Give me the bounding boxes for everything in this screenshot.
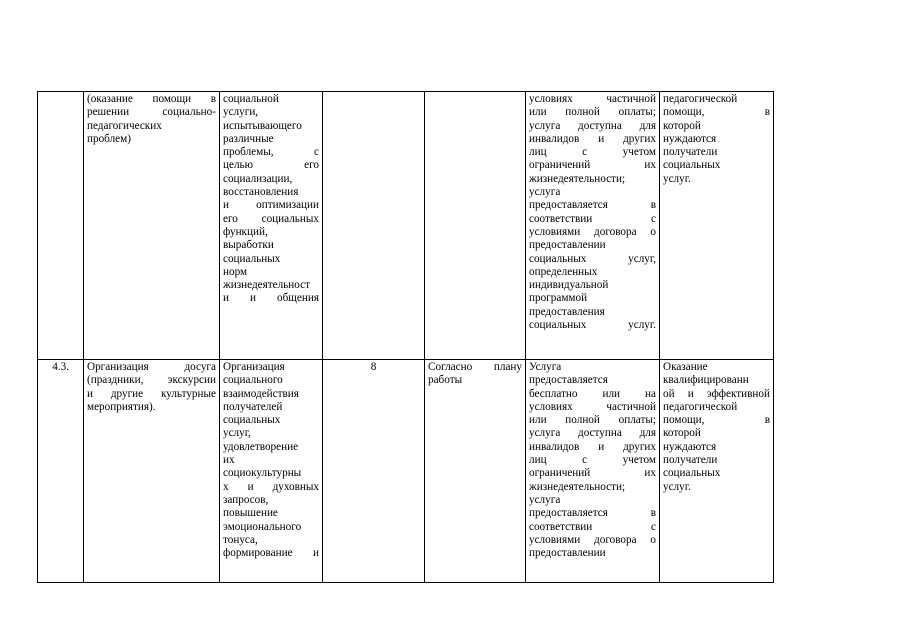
cell-conditions	[526, 360, 660, 583]
cell-line: целью его	[223, 159, 319, 172]
cell-line: которой	[663, 119, 701, 132]
cell-line: формирование и	[223, 547, 319, 560]
cell-line: социальных услуг,	[529, 252, 656, 265]
cell-term	[425, 92, 526, 360]
cell-line: социальных услуг.	[529, 319, 656, 332]
cell-line: которой	[663, 427, 701, 440]
cell-line: его социальных	[223, 212, 319, 225]
cell-number	[38, 92, 84, 360]
cell-line: (оказание помощи в	[87, 93, 216, 105]
cell-number: 4.3.	[38, 360, 84, 583]
cell-line: Согласно плану	[428, 361, 522, 373]
cell-line: или полной оплаты;	[529, 106, 656, 119]
cell-line: услуга доступна для	[529, 119, 656, 132]
cell-line: их	[223, 454, 235, 467]
cell-line: норм	[223, 265, 248, 278]
cell-line: программой	[529, 292, 588, 305]
cell-line: и и общения	[223, 292, 319, 305]
cell-line: предоставления	[529, 305, 605, 318]
cell-line: тонуса,	[223, 533, 258, 546]
cell-service-name	[84, 92, 220, 360]
cell-line: ограничений их	[529, 467, 656, 480]
cell-line: (праздники, экскурсии	[87, 374, 216, 387]
cell-line: услуг.	[663, 172, 691, 185]
cell-line: мероприятия).	[87, 400, 156, 413]
cell-result	[660, 360, 774, 583]
cell-line: инвалидов и других	[529, 132, 656, 145]
cell-line: жизнедеятельност	[223, 279, 310, 292]
cell-line: социализации,	[223, 172, 293, 185]
cell-line: социальной	[223, 93, 279, 105]
cell-line: социокультурны	[223, 467, 302, 480]
cell-line: услуга	[529, 493, 561, 506]
cell-line: функций,	[223, 225, 268, 238]
cell-line: повышение	[223, 507, 278, 520]
cell-line: получатели	[663, 146, 718, 159]
cell-line: помощи, в	[663, 414, 770, 427]
cell-line: квалифицированн	[663, 374, 749, 387]
cell-line: услуги,	[223, 106, 259, 119]
cell-line: и оптимизации	[223, 199, 319, 212]
cell-line: испытывающего	[223, 119, 302, 132]
cell-line: Организация досуга	[87, 361, 216, 373]
cell-line: нуждаются	[663, 132, 717, 145]
cell-line: социальных	[663, 159, 721, 172]
cell-line: жизнедеятельности;	[529, 480, 626, 493]
cell-volume	[323, 92, 425, 360]
cell-line: соответствии с	[529, 212, 656, 225]
cell-line: инвалидов и других	[529, 440, 656, 453]
cell-line: решении социально-	[87, 106, 216, 119]
cell-service-content	[220, 360, 323, 583]
cell-line: условиями договора о	[529, 225, 656, 238]
cell-conditions	[526, 92, 660, 360]
cell-line: условиях частичной	[529, 400, 656, 413]
cell-volume: 8	[323, 360, 425, 583]
services-table	[37, 91, 774, 583]
cell-result	[660, 92, 774, 360]
cell-line: жизнедеятельности;	[529, 172, 626, 185]
cell-line: лиц с учетом	[529, 146, 656, 159]
cell-line: условиями договора о	[529, 533, 656, 546]
cell-term	[425, 360, 526, 583]
cell-line: различные	[223, 132, 274, 145]
cell-line: предоставлении	[529, 547, 606, 560]
cell-line: выработки	[223, 239, 274, 252]
cell-line: услуга	[529, 186, 561, 199]
cell-line: Организация	[223, 361, 285, 373]
cell-line: удовлетворение	[223, 440, 299, 453]
cell-line: соответствии с	[529, 520, 656, 533]
cell-line: работы	[428, 374, 463, 387]
cell-line: нуждаются	[663, 440, 717, 453]
cell-line: помощи, в	[663, 106, 770, 119]
cell-line: запросов,	[223, 493, 269, 506]
cell-line: восстановления	[223, 186, 299, 199]
cell-line: услуга доступна для	[529, 427, 656, 440]
cell-line: предоставляется в	[529, 199, 656, 212]
table-row	[38, 92, 774, 360]
cell-line: и другие культурные	[87, 387, 216, 400]
cell-line: педагогической	[663, 93, 738, 105]
cell-line: услуг,	[223, 427, 251, 440]
cell-line: ой и эффективной	[663, 387, 770, 400]
cell-line: педагогической	[663, 400, 738, 413]
cell-service-content	[220, 92, 323, 360]
cell-line: социальных	[223, 252, 281, 265]
cell-line: или полной оплаты;	[529, 414, 656, 427]
cell-line: социальных	[663, 467, 721, 480]
cell-line: условиях частичной	[529, 93, 656, 105]
cell-line: предоставляется в	[529, 507, 656, 520]
cell-line: получателей	[223, 400, 283, 413]
cell-line: проблемы, с	[223, 146, 319, 159]
cell-line: услуг.	[663, 480, 691, 493]
cell-line: предоставлении	[529, 239, 606, 252]
cell-line: определенных	[529, 265, 598, 278]
cell-line: х и духовных	[223, 480, 319, 493]
cell-line: эмоционального	[223, 520, 302, 533]
cell-line: получатели	[663, 454, 718, 467]
cell-line: социального	[223, 374, 283, 387]
table-row	[38, 360, 774, 583]
cell-line: педагогических	[87, 119, 162, 132]
cell-line: проблем)	[87, 132, 131, 145]
cell-line: ограничений их	[529, 159, 656, 172]
cell-line: социальных	[223, 414, 281, 427]
cell-service-name	[84, 360, 220, 583]
cell-line: Оказание	[663, 361, 708, 373]
cell-line: предоставляется	[529, 374, 608, 387]
cell-line: индивидуальной	[529, 279, 609, 292]
cell-line: лиц с учетом	[529, 454, 656, 467]
cell-line: Услуга	[529, 361, 562, 373]
cell-line: бесплатно или на	[529, 387, 656, 400]
cell-line: взаимодействия	[223, 387, 299, 400]
